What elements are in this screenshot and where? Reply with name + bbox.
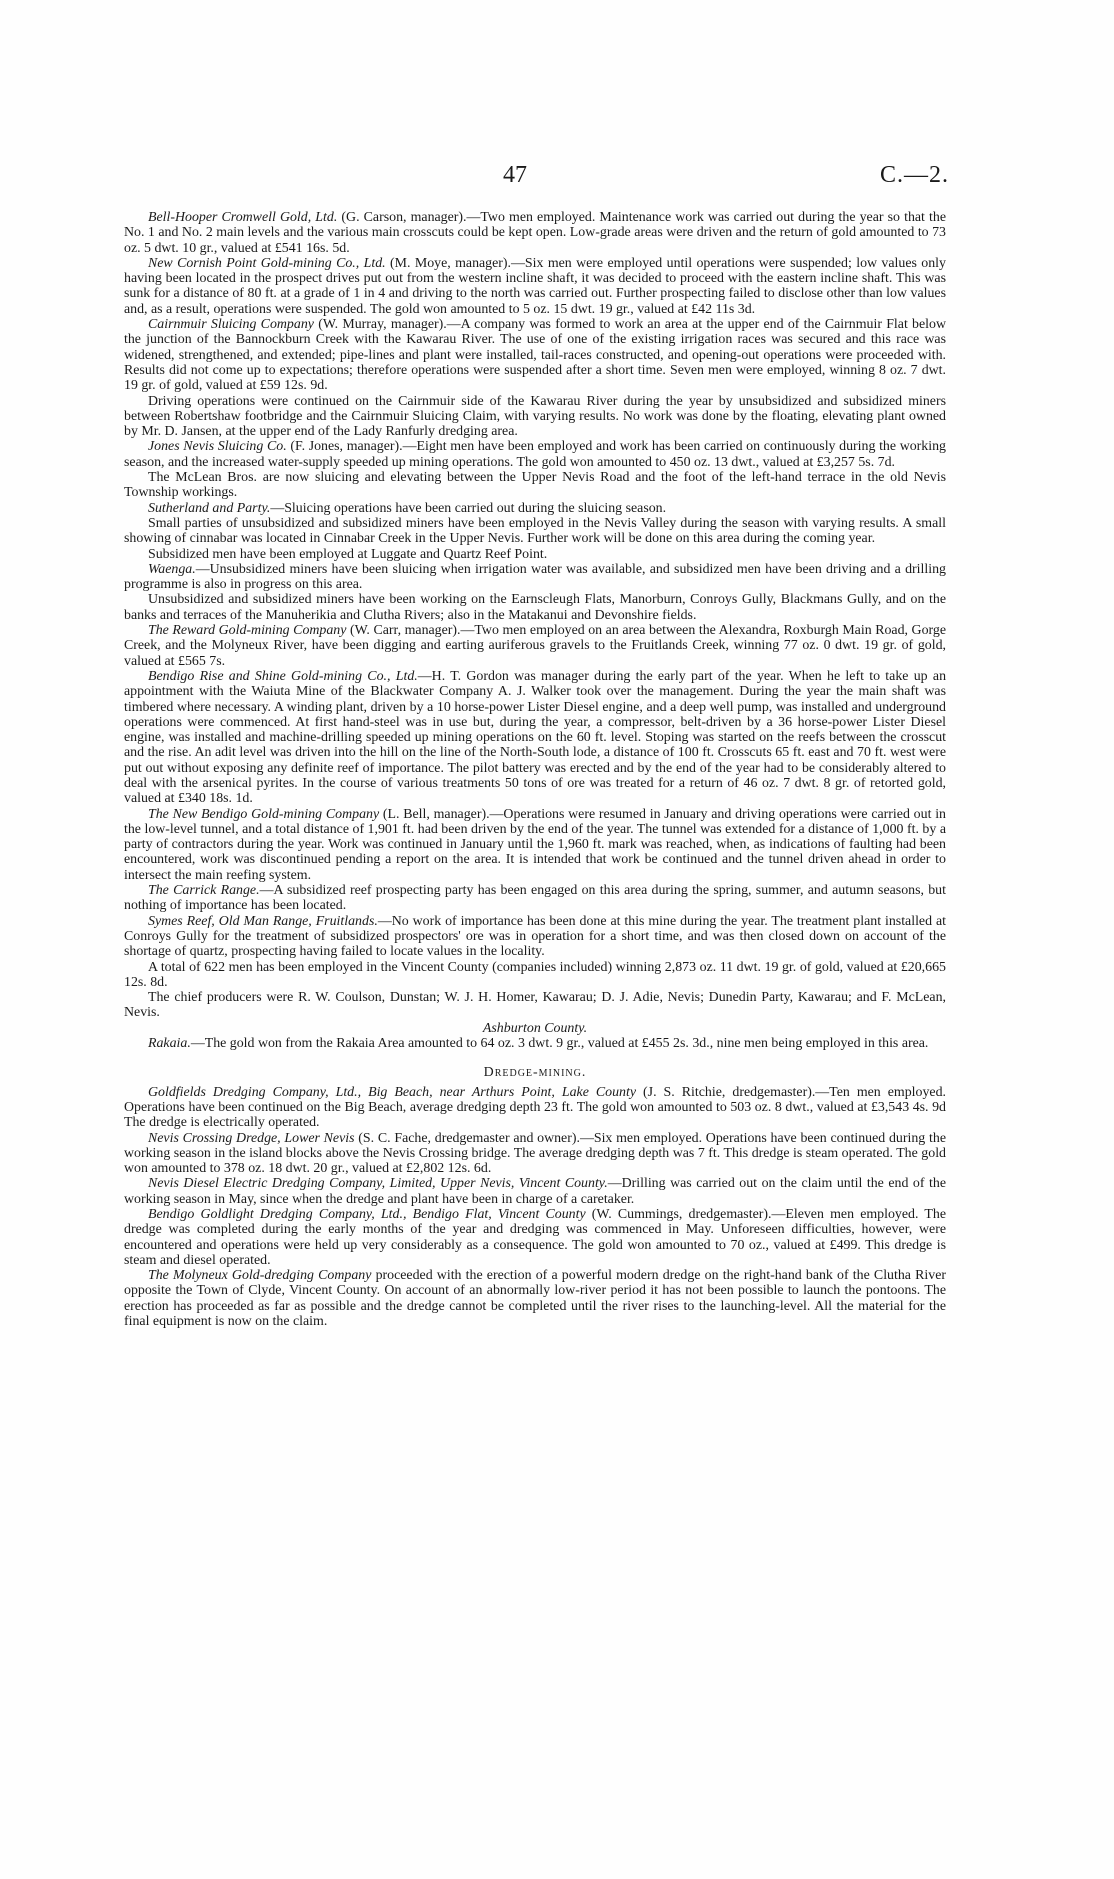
paragraph-lead: Bell-Hooper Cromwell Gold, Ltd. (148, 210, 338, 225)
paragraph-text: (F. Jones, manager).—Eight men have been employed and work has been carried on continuously during the working season, and the increased water-supply speeded up mining operations. The gold won amounted to 450 oz. 13 dwt., valued at £3,257 5s. 7d. (124, 439, 946, 470)
paragraph-lead: New Cornish Point Gold-mining Co., Ltd. (148, 255, 386, 271)
paragraph-text: (W. Murray, manager).—A company was formed to work an area at the upper end of the Cairnmuir Flat below the junction of the Bannockburn Creek with the Kawarau River. The use of one of the existing irrigation races was secured and this race was widened, strengthened, and extended; pipe-lines and plant were installed, tail-races constructed, and opening-out operations were proceeded with. Results did not come up to expectations; therefore operations were suspended after a short time. Seven men were employed, winning 8 oz. 7 dwt. 19 gr. of gold, valued at £59 12s. 9d. (124, 317, 947, 394)
paragraph-lead: Waenga. (148, 561, 196, 577)
paragraph-text: Driving operations were continued on the Cairnmuir side of the Kawarau River during the year by unsubsidized and subsidized miners between Robertshaw footbridge and the Cairnmuir Sluicing Claim, with varying results. No work was done by the floating, elevating plant owned by Mr. D. Jansen, at the upper end of the Lady Ranfurly dredging area. (124, 393, 946, 440)
paragraph-lead: Sutherland and Party. (148, 500, 271, 516)
paragraph-lead: Symes Reef, Old Man Range, Fruitlands. (148, 913, 378, 929)
paragraph-text: (W. Carr, manager).—Two men employed on an area between the Alexandra, Roxburgh Main Road, Gorge Creek, and the Molyneux River, have been digging and earting auriferous gravels to the Fruitlands Creek, winning 77 oz. 0 dwt. 19 gr. of gold, valued at £565 7s. (124, 623, 947, 669)
paragraph-lead: Goldfields Dredging Company, Ltd., Big Beach, near Arthurs Point, Lake County (148, 1084, 637, 1100)
paragraph (124, 210, 946, 256)
paragraph-text: —Unsubsidized miners have been sluicing when irrigation water was available, and subsidized men have been driving and a drilling programme is also in progress on this area. (124, 561, 946, 593)
paragraph (124, 547, 946, 562)
paragraph (124, 1085, 946, 1131)
paragraph-text: The McLean Bros. are now sluicing and elevating between the Upper Nevis Road and the foot of the left-hand terrace in the old Nevis Township workings. (124, 470, 946, 501)
paragraph-text: Small parties of unsubsidized and subsidized miners have been employed in the Nevis Valley during the season with varying results. A small showing of cinnabar was located in Cinnabar Creek in the Upper Nevis. Further work will be done on this area during the coming year. (124, 515, 946, 547)
paragraph (124, 516, 946, 547)
ashburton-county-section (124, 1036, 946, 1051)
paragraph (124, 1131, 946, 1177)
paragraph-text: Subsidized men have been employed at Luggate and Quartz Reef Point. (148, 546, 548, 562)
paragraph-text: Unsubsidized and subsidized miners have been working on the Earnscleugh Flats, Manorburn, Conroys Gully, Blackmans Gully, and on the banks and terraces of the Manuherikia and Clutha Rivers; also in the Matakanui and Devonshire fields. (124, 592, 946, 623)
paragraph-lead: Bendigo Goldlight Dredging Company, Ltd., Bendigo Flat, Vincent County (148, 1207, 586, 1222)
ashburton-county-heading: Ashburton County. (482, 1020, 588, 1036)
paragraph (124, 669, 946, 807)
paragraph (124, 1036, 946, 1051)
paragraph (124, 501, 946, 516)
paragraph (124, 960, 946, 991)
paragraph (124, 562, 946, 593)
paragraph (124, 592, 946, 623)
paragraph (124, 807, 946, 883)
paragraph-text: —A subsidized reef prospecting party has been engaged on this area during the spring, summer, and autumn seasons, but nothing of importance has been located. (124, 883, 946, 914)
paragraph-text: The chief producers were R. W. Coulson, Dunstan; W. J. H. Homer, Kawarau; D. J. Adie, Nevis; Dunedin Party, Kawarau; and F. McLean, Nevis. (124, 990, 946, 1021)
paragraph-text: A total of 622 men has been employed in the Vincent County (companies included) winning 2,873 oz. 11 dwt. 19 gr. of gold, valued at £20,665 12s. 8d. (124, 959, 946, 990)
paragraph (124, 623, 946, 669)
page-header (0, 162, 1114, 202)
paragraph (124, 1207, 946, 1268)
paragraph-text: —H. T. Gordon was manager during the early part of the year. When he left to take up an appointment with the Waiuta Mine of the Blackwater Company A. J. Walker took over the management. During the year the main shaft was timbered where necessary. A winding plant, driven by a 10 horse-power Lister Diesel engine, and a deep well pump, was installed and underground operations were commenced. At first hand-steel was in use but, during the year, a compressor, belt-driven by a 36 horse-power Lister Diesel engine, was installed and machine-drilling speeded up mining operations on the 60 ft. level. Stoping was started on the reefs between the crosscut and the rise. An adit level was driven into the hill on the line of the North-South lode, a distance of 100 ft. Crosscuts 65 ft. east and 70 ft. west were put out without exposing any definite reef of importance. The pilot battery was erected and by the end of the year had to be considerably altered to deal with the arsenical pyrites. In the course of various treatments 50 tons of ore was treated for a return of 46 oz. 7 dwt. 8 gr. of retorted gold, valued at £340 18s. 1d. (124, 668, 947, 807)
paragraph-text: —The gold won from the Rakaia Area amounted to 64 oz. 3 dwt. 9 gr., valued at £455 2s. 3d., nine men being employed in this area. (190, 1036, 929, 1052)
document-body (124, 210, 946, 1329)
paragraph-lead: Jones Nevis Sluicing Co. (148, 439, 287, 455)
paragraph (124, 256, 946, 317)
paragraph-text: —Drilling was carried out on the claim until the end of the working season in May, since when the dredge and plant have been in charge of a caretaker. (124, 1176, 946, 1207)
paragraph-lead: Bendigo Rise and Shine Gold-mining Co., Ltd. (148, 668, 418, 684)
paragraph-text: proceeded with the erection of a powerful modern dredge on the right-hand bank of the Clutha River opposite the Town of Clyde, Vincent County. On account of an abnormally low-river period it has not been possible to launch the pontoons. The erection has proceeded as far as possible and the dredge cannot be completed until the river rises to the launching-level. All the material for the final equipment is now on the claim. (124, 1268, 946, 1330)
paragraph (124, 439, 946, 470)
dredge-mining-section (124, 1085, 946, 1330)
paragraph (124, 914, 946, 960)
vincent-county-section (124, 210, 946, 1021)
paragraph (124, 317, 946, 393)
paragraph (124, 1176, 946, 1207)
paragraph-lead: Nevis Crossing Dredge, Lower Nevis (148, 1130, 355, 1146)
paragraph (124, 1268, 946, 1329)
paragraph-text: (J. S. Ritchie, dredgemaster).—Ten men employed. Operations have been continued on the Big Beach, average dredging depth 23 ft. The gold won amounted to 503 oz. 8 dwt., valued at £3,543 4s. 9d The dredge is electrically operated. (124, 1084, 946, 1131)
paragraph-text: (W. Cummings, dredgemaster).—Eleven men employed. The dredge was completed during the early months of the year and dredging was commenced in May. Unforeseen difficulties, however, were encountered and operations were held up very considerably as a consequence. The gold won amounted to 70 oz., valued at £499. This dredge is steam and diesel operated. (124, 1207, 946, 1268)
paragraph-lead: The Molyneux Gold-dredging Company (148, 1268, 372, 1284)
dredge-mining-heading: Dredge-mining. (483, 1065, 587, 1081)
paragraph-lead: Rakaia. (148, 1036, 191, 1052)
paragraph-text: —Sluicing operations have been carried out during the sluicing season. (270, 500, 667, 516)
paragraph-text: —No work of importance has been done at this mine during the year. The treatment plant installed at Conroys Gully for the treatment of subsidized prospectors' ore was in operation for a short time, and was then closed down on account of the shortage of quartz, prospecting having failed to locate values in the locality. (124, 913, 946, 960)
paragraph-lead: The New Bendigo Gold-mining Company (148, 806, 380, 822)
page-number: 47 (503, 162, 527, 188)
paragraph-lead: Nevis Diesel Electric Dredging Company, Limited, Upper Nevis, Vincent County. (148, 1176, 608, 1192)
paragraph-text: (S. C. Fache, dredgemaster and owner).—Six men employed. Operations have been continued during the working season in the island blocks above the Nevis Crossing bridge. The average dredging depth was 7 ft. This dredge is steam operated. The gold won amounted to 378 oz. 18 dwt. 20 gr., valued at £2,802 12s. 6d. (124, 1130, 946, 1177)
paragraph (124, 394, 946, 440)
paragraph-lead: The Carrick Range. (148, 883, 260, 899)
paragraph-text: (M. Moye, manager).—Six men were employed until operations were suspended; low values only having been located in the prospect drives put out from the western incline shaft, it was decided to proceed with the eastern incline shaft. This was sunk for a distance of 80 ft. at a grade of 1 in 4 and driving to the north was carried out. Further prospecting failed to disclose other than low values and, as a result, operations were suspended. The gold won amounted to 5 oz. 15 dwt. 19 gr., valued at £42 11s 3d. (124, 255, 946, 317)
paragraph-lead: The Reward Gold-mining Company (148, 623, 347, 639)
paragraph-lead: Cairnmuir Sluicing Company (148, 317, 314, 333)
paragraph (124, 883, 946, 914)
paragraph-text: (G. Carson, manager).—Two men employed. Maintenance work was carried out during the year so that the No. 1 and No. 2 main levels and the various main crosscuts could be kept open. Low-grade areas were driven and the return of gold amounted to 73 oz. 5 dwt. 10 gr., valued at £541 16s. 5d. (124, 210, 946, 256)
paragraph (124, 990, 946, 1021)
document-reference: C.—2. (880, 162, 950, 188)
paragraph-text: (L. Bell, manager).—Operations were resumed in January and driving operations were carried out in the low-level tunnel, and a total distance of 1,901 ft. had been driven by the end of the year. The tunnel was extended for a distance of 1,000 ft. by a party of contractors during the year. Work was continued in January until the 1,960 ft. mark was reached, when, as indications of faulting had been encountered, work was discontinued pending a report on the area. It is intended that work be continued and the tunnel driven ahead in order to intersect the main reefing system. (124, 806, 946, 883)
paragraph (124, 470, 946, 501)
